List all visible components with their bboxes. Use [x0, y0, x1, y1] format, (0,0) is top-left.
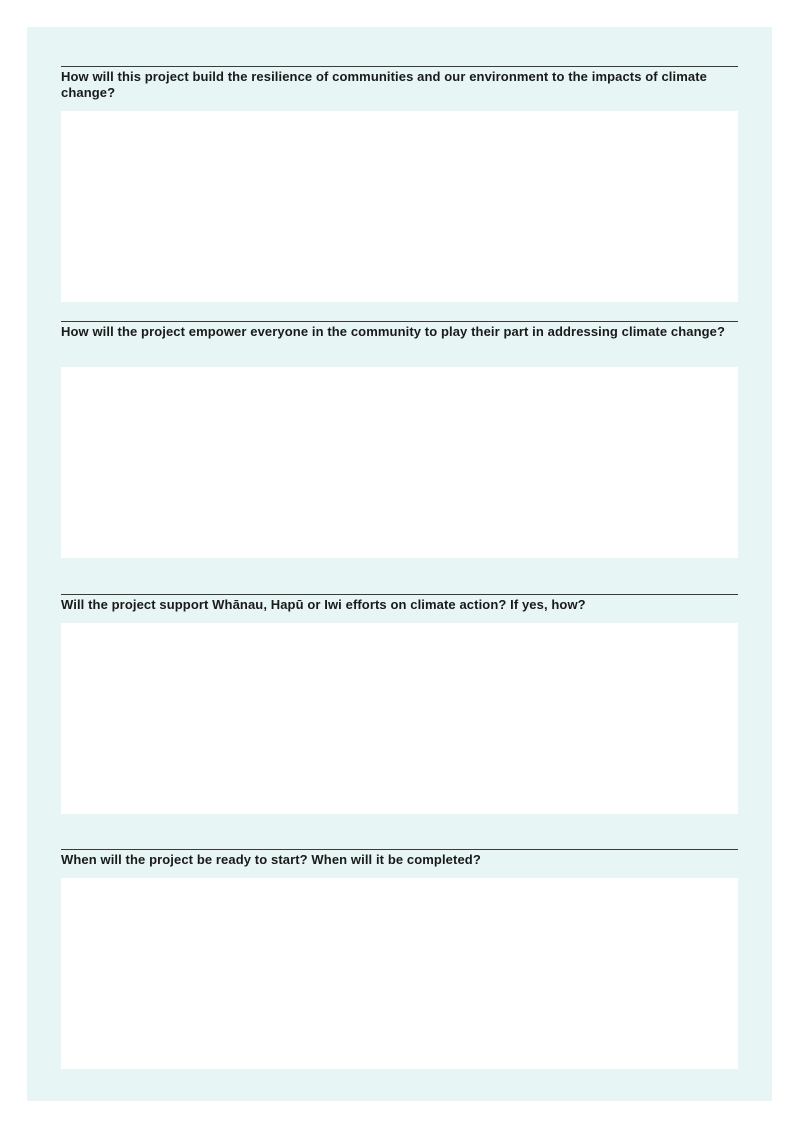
question-label: How will the project empower everyone in the community to play their part in addressing climate change?	[61, 324, 726, 339]
divider-rule	[61, 594, 738, 595]
divider-rule	[61, 849, 738, 850]
answer-field-resilience[interactable]	[61, 111, 738, 302]
question-label: Will the project support Whānau, Hapū or Iwi efforts on climate action? If yes, how?	[61, 597, 586, 612]
question-label: When will the project be ready to start? When will it be completed?	[61, 852, 481, 867]
divider-rule	[61, 321, 738, 322]
answer-field-empower[interactable]	[61, 367, 738, 558]
divider-rule	[61, 66, 738, 67]
question-label: How will this project build the resilience of communities and our environment to the impacts of climate change?	[61, 69, 707, 100]
answer-field-whanau[interactable]	[61, 623, 738, 814]
answer-field-timeline[interactable]	[61, 878, 738, 1069]
